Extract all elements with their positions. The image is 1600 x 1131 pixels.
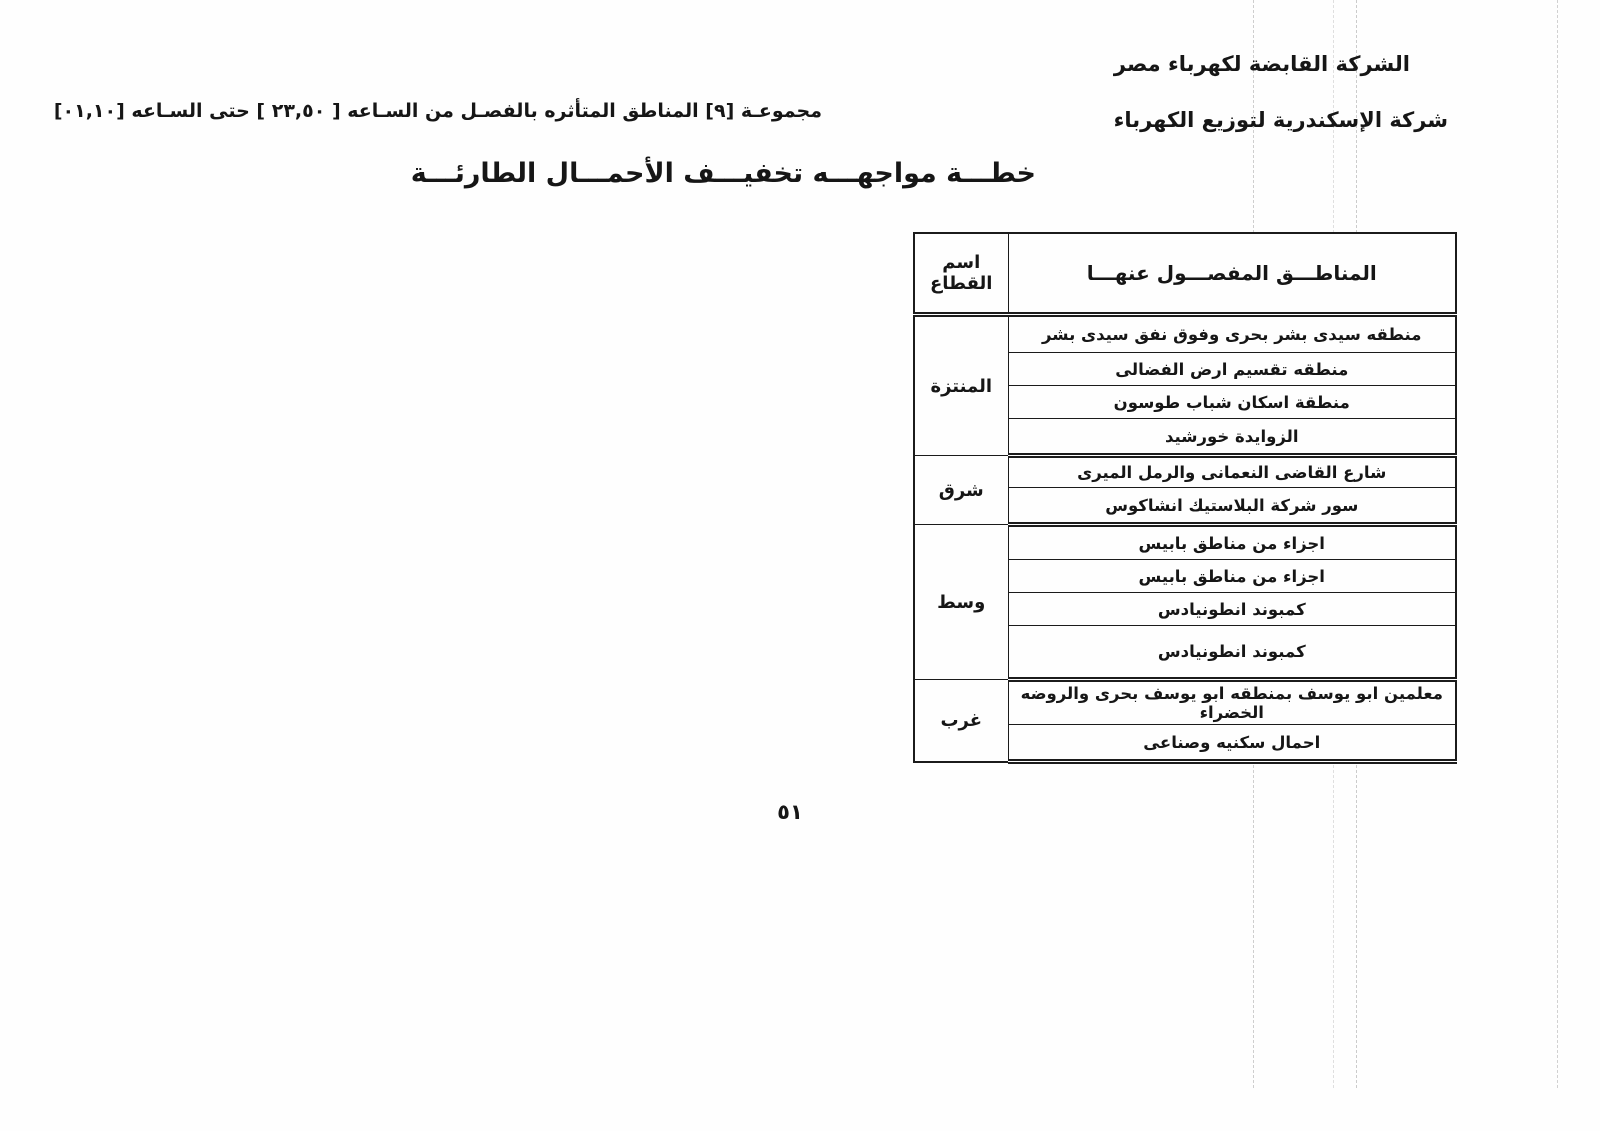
area-cell: اجزاء من مناطق بابيس (1008, 560, 1456, 593)
sector-cell: وسط (914, 525, 1008, 680)
area-cell: الزوايدة خورشيد (1008, 419, 1456, 456)
area-cell: شارع القاضى النعمانى والرمل الميرى (1008, 456, 1456, 488)
area-cell: منطقه سيدى بشر بحرى وفوق نفق سيدى بشر (1008, 315, 1456, 353)
area-cell: كمبوند انطونيادس (1008, 593, 1456, 626)
scan-artifact-line (1557, 0, 1558, 1088)
page-number: ٥١ (777, 800, 803, 824)
area-cell: احمال سكنيه وصناعى (1008, 725, 1456, 762)
table-row (914, 315, 1456, 353)
area-cell: اجزاء من مناطق بابيس (1008, 525, 1456, 560)
table-container (913, 232, 1457, 764)
sector-column-header: اسم القطاع (914, 233, 1008, 315)
sector-cell: غرب (914, 680, 1008, 762)
table-header-row (914, 233, 1456, 315)
area-cell: منطقه تقسيم ارض الفضالى (1008, 353, 1456, 386)
table-row (914, 525, 1456, 560)
company-name-distribution: شركة الإسكندرية لتوزيع الكهرباء (1113, 108, 1448, 132)
sector-cell: المنتزة (914, 315, 1008, 456)
sector-cell: شرق (914, 456, 1008, 525)
area-cell: كمبوند انطونيادس (1008, 626, 1456, 680)
page-title: خطـــة مواجهـــه تخفيـــف الأحمـــال الطارئـــة (410, 158, 1036, 189)
load-shedding-table (913, 232, 1457, 764)
table-row (914, 680, 1456, 725)
area-cell: سور شركة البلاستيك انشاكوس (1008, 488, 1456, 525)
group-time-range-line: مجموعـة [٩] المناطق المتأثره بالفصـل من السـاعه [ ٢٣,٥٠ ] حتى السـاعه [٠١,١٠] (53, 100, 822, 122)
company-name-holding: الشركة القابضة لكهرباء مصر (1113, 52, 1410, 76)
areas-column-header: المناطـــق المفصـــول عنهـــا (1008, 233, 1456, 315)
table-row (914, 456, 1456, 488)
area-cell: منطقة اسكان شباب طوسون (1008, 386, 1456, 419)
area-cell: معلمين ابو يوسف بمنطقه ابو يوسف بحرى والروضه الخضراء (1008, 680, 1456, 725)
table-body (914, 315, 1456, 762)
